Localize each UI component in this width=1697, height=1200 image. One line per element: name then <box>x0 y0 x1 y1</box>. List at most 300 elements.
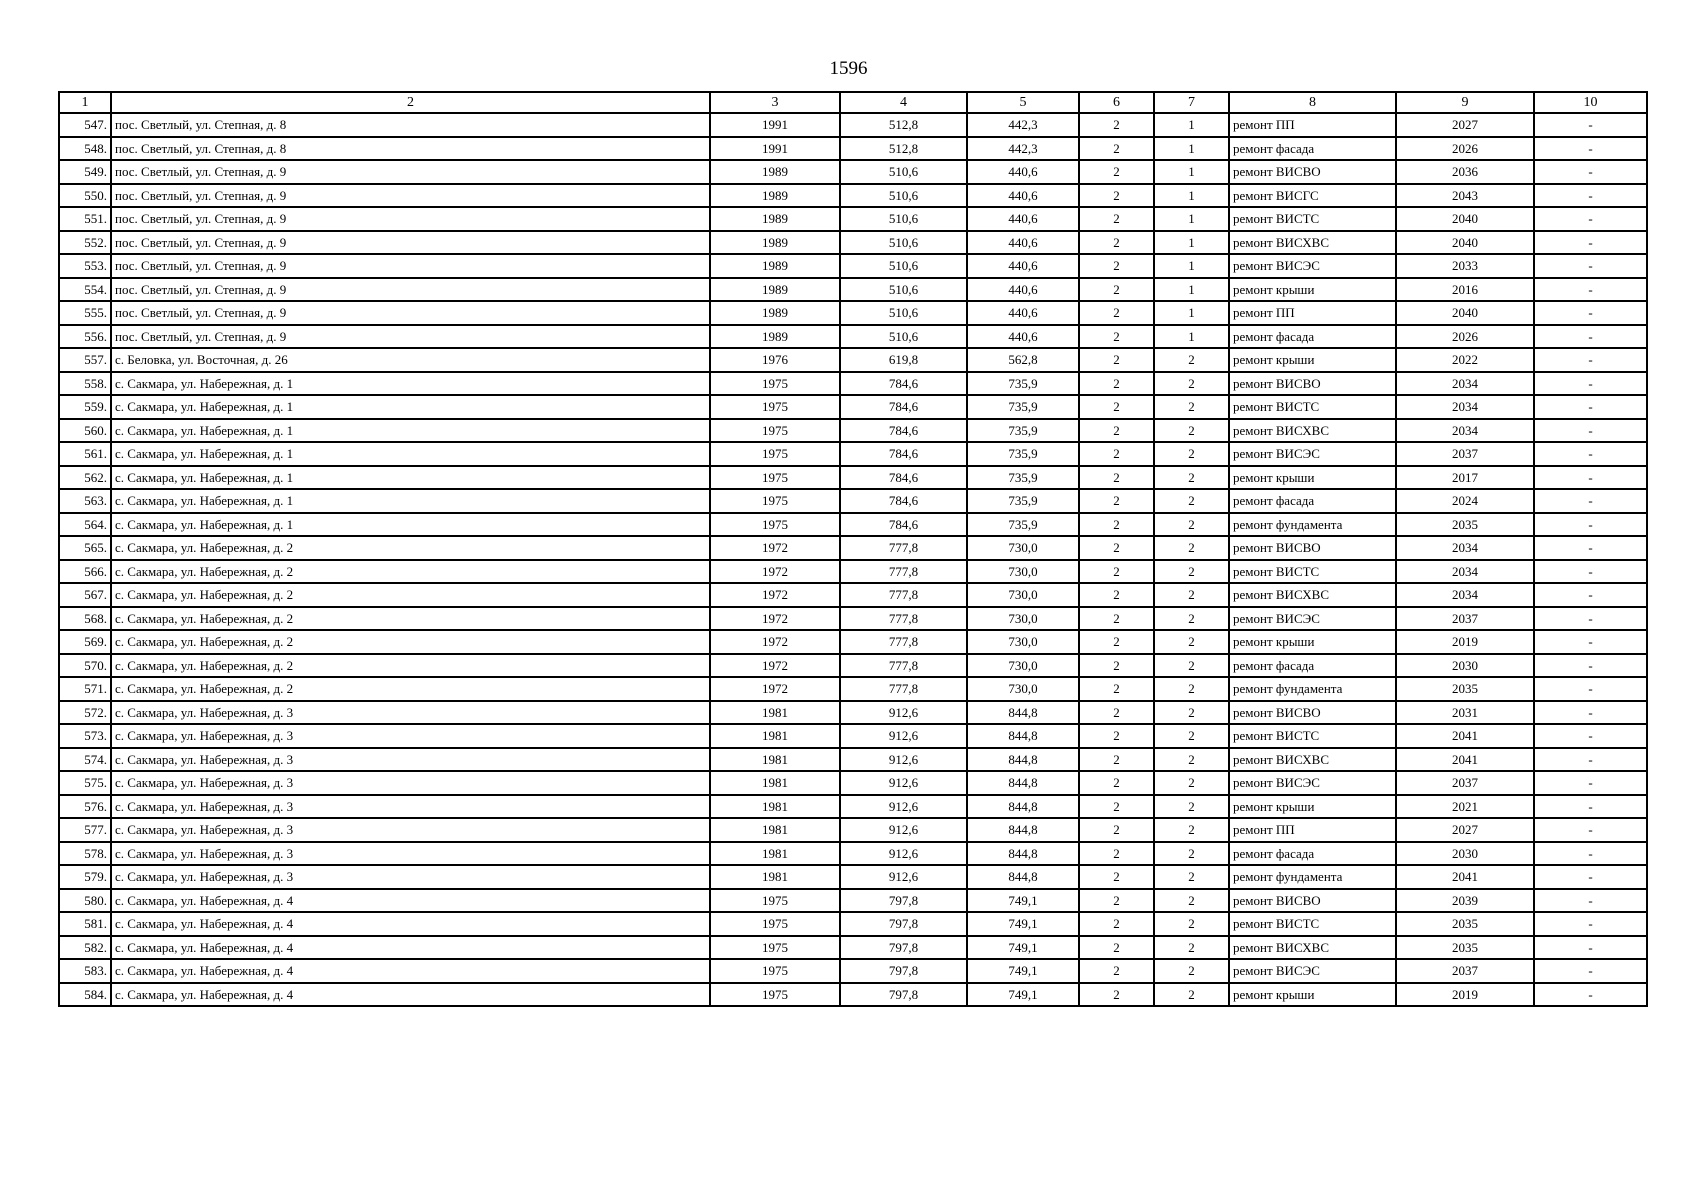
cell-total-area: 797,8 <box>840 983 967 1007</box>
cell-floors: 2 <box>1079 137 1154 161</box>
cell-address: с. Сакмара, ул. Набережная, д. 2 <box>111 630 710 654</box>
table-row <box>59 795 1647 819</box>
cell-entrances: 1 <box>1154 184 1229 208</box>
cell-work-type: ремонт ВИСХВС <box>1229 231 1396 255</box>
column-header: 2 <box>111 92 710 113</box>
table-row <box>59 325 1647 349</box>
cell-row-number: 569. <box>59 630 111 654</box>
cell-row-number: 582. <box>59 936 111 960</box>
cell-year-built: 1989 <box>710 278 840 302</box>
cell-floors: 2 <box>1079 442 1154 466</box>
cell-address: с. Сакмара, ул. Набережная, д. 1 <box>111 372 710 396</box>
cell-entrances: 1 <box>1154 160 1229 184</box>
cell-total-area: 797,8 <box>840 889 967 913</box>
cell-total-area: 912,6 <box>840 842 967 866</box>
cell-work-type: ремонт ВИСТС <box>1229 395 1396 419</box>
cell-work-type: ремонт ВИСХВС <box>1229 748 1396 772</box>
cell-floors: 2 <box>1079 207 1154 231</box>
cell-note: - <box>1534 842 1647 866</box>
cell-floors: 2 <box>1079 560 1154 584</box>
cell-floors: 2 <box>1079 607 1154 631</box>
cell-floors: 2 <box>1079 889 1154 913</box>
cell-work-type: ремонт ПП <box>1229 301 1396 325</box>
column-header: 4 <box>840 92 967 113</box>
table-row <box>59 607 1647 631</box>
cell-total-area: 777,8 <box>840 607 967 631</box>
cell-year-built: 1981 <box>710 701 840 725</box>
cell-total-area: 619,8 <box>840 348 967 372</box>
cell-living-area: 440,6 <box>967 278 1079 302</box>
cell-address: с. Беловка, ул. Восточная, д. 26 <box>111 348 710 372</box>
cell-row-number: 579. <box>59 865 111 889</box>
table-row <box>59 536 1647 560</box>
cell-planned-year: 2037 <box>1396 442 1534 466</box>
cell-entrances: 2 <box>1154 677 1229 701</box>
table-row <box>59 677 1647 701</box>
cell-total-area: 912,6 <box>840 795 967 819</box>
cell-entrances: 2 <box>1154 959 1229 983</box>
cell-row-number: 573. <box>59 724 111 748</box>
cell-total-area: 912,6 <box>840 701 967 725</box>
cell-work-type: ремонт ВИСХВС <box>1229 936 1396 960</box>
cell-work-type: ремонт ВИСТС <box>1229 207 1396 231</box>
cell-year-built: 1989 <box>710 231 840 255</box>
page-number: 1596 <box>829 58 868 79</box>
cell-living-area: 442,3 <box>967 137 1079 161</box>
cell-entrances: 2 <box>1154 701 1229 725</box>
table-row <box>59 348 1647 372</box>
cell-floors: 2 <box>1079 348 1154 372</box>
table-row <box>59 630 1647 654</box>
cell-note: - <box>1534 184 1647 208</box>
cell-entrances: 2 <box>1154 583 1229 607</box>
cell-year-built: 1981 <box>710 748 840 772</box>
cell-row-number: 583. <box>59 959 111 983</box>
table-row <box>59 818 1647 842</box>
cell-address: с. Сакмара, ул. Набережная, д. 1 <box>111 466 710 490</box>
cell-note: - <box>1534 113 1647 137</box>
cell-address: пос. Светлый, ул. Степная, д. 9 <box>111 278 710 302</box>
cell-work-type: ремонт крыши <box>1229 983 1396 1007</box>
cell-total-area: 777,8 <box>840 677 967 701</box>
cell-row-number: 577. <box>59 818 111 842</box>
cell-note: - <box>1534 583 1647 607</box>
cell-floors: 2 <box>1079 184 1154 208</box>
cell-entrances: 2 <box>1154 818 1229 842</box>
cell-planned-year: 2035 <box>1396 912 1534 936</box>
cell-planned-year: 2022 <box>1396 348 1534 372</box>
cell-living-area: 735,9 <box>967 372 1079 396</box>
cell-row-number: 551. <box>59 207 111 231</box>
cell-year-built: 1989 <box>710 160 840 184</box>
cell-planned-year: 2024 <box>1396 489 1534 513</box>
cell-note: - <box>1534 372 1647 396</box>
cell-living-area: 440,6 <box>967 207 1079 231</box>
cell-total-area: 777,8 <box>840 536 967 560</box>
cell-address: с. Сакмара, ул. Набережная, д. 2 <box>111 654 710 678</box>
cell-total-area: 784,6 <box>840 419 967 443</box>
table-row <box>59 184 1647 208</box>
cell-work-type: ремонт ВИСТС <box>1229 912 1396 936</box>
cell-floors: 2 <box>1079 466 1154 490</box>
table-row <box>59 724 1647 748</box>
cell-total-area: 777,8 <box>840 560 967 584</box>
cell-row-number: 570. <box>59 654 111 678</box>
table-row <box>59 113 1647 137</box>
cell-total-area: 510,6 <box>840 278 967 302</box>
cell-work-type: ремонт ВИСВО <box>1229 701 1396 725</box>
cell-living-area: 440,6 <box>967 301 1079 325</box>
cell-floors: 2 <box>1079 372 1154 396</box>
cell-entrances: 2 <box>1154 748 1229 772</box>
cell-floors: 2 <box>1079 513 1154 537</box>
cell-year-built: 1975 <box>710 466 840 490</box>
cell-work-type: ремонт ВИСВО <box>1229 160 1396 184</box>
table-row <box>59 301 1647 325</box>
cell-row-number: 580. <box>59 889 111 913</box>
cell-row-number: 558. <box>59 372 111 396</box>
cell-total-area: 797,8 <box>840 936 967 960</box>
cell-note: - <box>1534 419 1647 443</box>
cell-planned-year: 2027 <box>1396 113 1534 137</box>
table-row <box>59 959 1647 983</box>
cell-address: пос. Светлый, ул. Степная, д. 9 <box>111 207 710 231</box>
cell-year-built: 1981 <box>710 795 840 819</box>
cell-note: - <box>1534 936 1647 960</box>
cell-year-built: 1975 <box>710 489 840 513</box>
cell-note: - <box>1534 301 1647 325</box>
cell-total-area: 784,6 <box>840 466 967 490</box>
cell-total-area: 777,8 <box>840 654 967 678</box>
cell-work-type: ремонт ВИСТС <box>1229 724 1396 748</box>
cell-floors: 2 <box>1079 583 1154 607</box>
cell-entrances: 1 <box>1154 207 1229 231</box>
cell-total-area: 912,6 <box>840 771 967 795</box>
table-row <box>59 466 1647 490</box>
cell-work-type: ремонт ВИСХВС <box>1229 583 1396 607</box>
column-header: 6 <box>1079 92 1154 113</box>
cell-note: - <box>1534 325 1647 349</box>
table-row <box>59 489 1647 513</box>
cell-note: - <box>1534 348 1647 372</box>
cell-entrances: 1 <box>1154 254 1229 278</box>
cell-entrances: 1 <box>1154 113 1229 137</box>
cell-total-area: 510,6 <box>840 231 967 255</box>
column-header: 9 <box>1396 92 1534 113</box>
cell-total-area: 510,6 <box>840 301 967 325</box>
cell-note: - <box>1534 207 1647 231</box>
cell-entrances: 2 <box>1154 513 1229 537</box>
cell-floors: 2 <box>1079 959 1154 983</box>
cell-row-number: 575. <box>59 771 111 795</box>
cell-row-number: 552. <box>59 231 111 255</box>
cell-total-area: 510,6 <box>840 325 967 349</box>
cell-address: с. Сакмара, ул. Набережная, д. 3 <box>111 795 710 819</box>
cell-row-number: 566. <box>59 560 111 584</box>
cell-entrances: 2 <box>1154 489 1229 513</box>
cell-entrances: 2 <box>1154 536 1229 560</box>
cell-floors: 2 <box>1079 677 1154 701</box>
cell-row-number: 564. <box>59 513 111 537</box>
cell-work-type: ремонт ВИСВО <box>1229 372 1396 396</box>
cell-planned-year: 2041 <box>1396 724 1534 748</box>
table-row <box>59 137 1647 161</box>
cell-planned-year: 2035 <box>1396 513 1534 537</box>
cell-year-built: 1989 <box>710 301 840 325</box>
cell-row-number: 548. <box>59 137 111 161</box>
cell-year-built: 1975 <box>710 959 840 983</box>
cell-note: - <box>1534 513 1647 537</box>
cell-note: - <box>1534 254 1647 278</box>
table-row <box>59 372 1647 396</box>
cell-work-type: ремонт фасада <box>1229 489 1396 513</box>
cell-address: пос. Светлый, ул. Степная, д. 8 <box>111 137 710 161</box>
cell-address: с. Сакмара, ул. Набережная, д. 1 <box>111 419 710 443</box>
cell-row-number: 584. <box>59 983 111 1007</box>
cell-planned-year: 2019 <box>1396 983 1534 1007</box>
cell-address: пос. Светлый, ул. Степная, д. 9 <box>111 231 710 255</box>
cell-total-area: 784,6 <box>840 372 967 396</box>
cell-address: с. Сакмара, ул. Набережная, д. 3 <box>111 842 710 866</box>
cell-row-number: 557. <box>59 348 111 372</box>
cell-floors: 2 <box>1079 818 1154 842</box>
cell-planned-year: 2017 <box>1396 466 1534 490</box>
cell-address: с. Сакмара, ул. Набережная, д. 2 <box>111 677 710 701</box>
cell-year-built: 1981 <box>710 724 840 748</box>
cell-year-built: 1975 <box>710 513 840 537</box>
cell-year-built: 1989 <box>710 325 840 349</box>
cell-address: пос. Светлый, ул. Степная, д. 8 <box>111 113 710 137</box>
cell-row-number: 561. <box>59 442 111 466</box>
cell-address: с. Сакмара, ул. Набережная, д. 2 <box>111 583 710 607</box>
cell-year-built: 1972 <box>710 677 840 701</box>
cell-living-area: 844,8 <box>967 795 1079 819</box>
cell-living-area: 844,8 <box>967 842 1079 866</box>
cell-note: - <box>1534 865 1647 889</box>
cell-living-area: 440,6 <box>967 325 1079 349</box>
cell-row-number: 562. <box>59 466 111 490</box>
cell-address: с. Сакмара, ул. Набережная, д. 1 <box>111 395 710 419</box>
cell-living-area: 735,9 <box>967 466 1079 490</box>
cell-row-number: 547. <box>59 113 111 137</box>
cell-year-built: 1991 <box>710 113 840 137</box>
cell-floors: 2 <box>1079 113 1154 137</box>
cell-entrances: 2 <box>1154 348 1229 372</box>
cell-address: пос. Светлый, ул. Степная, д. 9 <box>111 160 710 184</box>
cell-planned-year: 2034 <box>1396 395 1534 419</box>
cell-year-built: 1972 <box>710 536 840 560</box>
cell-year-built: 1972 <box>710 630 840 654</box>
cell-entrances: 2 <box>1154 466 1229 490</box>
cell-year-built: 1972 <box>710 654 840 678</box>
cell-work-type: ремонт фундамента <box>1229 865 1396 889</box>
cell-work-type: ремонт ВИСЭС <box>1229 442 1396 466</box>
cell-year-built: 1975 <box>710 395 840 419</box>
cell-living-area: 730,0 <box>967 536 1079 560</box>
cell-address: пос. Светлый, ул. Степная, д. 9 <box>111 184 710 208</box>
cell-note: - <box>1534 395 1647 419</box>
cell-row-number: 571. <box>59 677 111 701</box>
cell-living-area: 749,1 <box>967 912 1079 936</box>
table-row <box>59 442 1647 466</box>
cell-floors: 2 <box>1079 254 1154 278</box>
cell-work-type: ремонт ВИСТС <box>1229 560 1396 584</box>
cell-entrances: 2 <box>1154 983 1229 1007</box>
cell-work-type: ремонт крыши <box>1229 348 1396 372</box>
cell-living-area: 749,1 <box>967 936 1079 960</box>
cell-work-type: ремонт фасада <box>1229 842 1396 866</box>
cell-note: - <box>1534 160 1647 184</box>
cell-floors: 2 <box>1079 912 1154 936</box>
cell-year-built: 1972 <box>710 607 840 631</box>
cell-planned-year: 2041 <box>1396 748 1534 772</box>
cell-entrances: 1 <box>1154 137 1229 161</box>
table-row <box>59 419 1647 443</box>
cell-work-type: ремонт крыши <box>1229 630 1396 654</box>
cell-planned-year: 2037 <box>1396 607 1534 631</box>
column-header: 8 <box>1229 92 1396 113</box>
cell-address: с. Сакмара, ул. Набережная, д. 4 <box>111 889 710 913</box>
cell-year-built: 1989 <box>710 184 840 208</box>
cell-planned-year: 2026 <box>1396 137 1534 161</box>
cell-work-type: ремонт ВИСЭС <box>1229 607 1396 631</box>
cell-note: - <box>1534 231 1647 255</box>
cell-living-area: 844,8 <box>967 865 1079 889</box>
cell-planned-year: 2036 <box>1396 160 1534 184</box>
table-row <box>59 936 1647 960</box>
cell-total-area: 512,8 <box>840 113 967 137</box>
table-row <box>59 254 1647 278</box>
cell-work-type: ремонт крыши <box>1229 278 1396 302</box>
cell-planned-year: 2037 <box>1396 959 1534 983</box>
cell-floors: 2 <box>1079 160 1154 184</box>
cell-note: - <box>1534 724 1647 748</box>
column-header: 5 <box>967 92 1079 113</box>
cell-note: - <box>1534 677 1647 701</box>
cell-living-area: 844,8 <box>967 748 1079 772</box>
cell-planned-year: 2034 <box>1396 372 1534 396</box>
cell-year-built: 1972 <box>710 560 840 584</box>
cell-living-area: 440,6 <box>967 231 1079 255</box>
cell-note: - <box>1534 795 1647 819</box>
cell-planned-year: 2034 <box>1396 560 1534 584</box>
cell-floors: 2 <box>1079 842 1154 866</box>
cell-year-built: 1976 <box>710 348 840 372</box>
cell-total-area: 784,6 <box>840 513 967 537</box>
cell-floors: 2 <box>1079 771 1154 795</box>
cell-entrances: 2 <box>1154 889 1229 913</box>
cell-total-area: 912,6 <box>840 818 967 842</box>
cell-row-number: 563. <box>59 489 111 513</box>
cell-note: - <box>1534 278 1647 302</box>
cell-address: с. Сакмара, ул. Набережная, д. 4 <box>111 983 710 1007</box>
cell-row-number: 565. <box>59 536 111 560</box>
cell-year-built: 1975 <box>710 912 840 936</box>
cell-living-area: 844,8 <box>967 818 1079 842</box>
cell-entrances: 2 <box>1154 442 1229 466</box>
cell-floors: 2 <box>1079 301 1154 325</box>
cell-year-built: 1975 <box>710 889 840 913</box>
table-row <box>59 842 1647 866</box>
cell-work-type: ремонт фасада <box>1229 137 1396 161</box>
cell-floors: 2 <box>1079 536 1154 560</box>
cell-living-area: 735,9 <box>967 513 1079 537</box>
table-row <box>59 583 1647 607</box>
cell-total-area: 784,6 <box>840 442 967 466</box>
cell-living-area: 749,1 <box>967 959 1079 983</box>
cell-total-area: 777,8 <box>840 630 967 654</box>
cell-planned-year: 2040 <box>1396 207 1534 231</box>
table-row <box>59 160 1647 184</box>
cell-year-built: 1975 <box>710 936 840 960</box>
cell-address: пос. Светлый, ул. Степная, д. 9 <box>111 301 710 325</box>
cell-total-area: 510,6 <box>840 160 967 184</box>
table-row <box>59 748 1647 772</box>
cell-floors: 2 <box>1079 865 1154 889</box>
cell-note: - <box>1534 137 1647 161</box>
cell-total-area: 797,8 <box>840 959 967 983</box>
data-table <box>58 91 1648 1007</box>
cell-floors: 2 <box>1079 630 1154 654</box>
cell-address: с. Сакмара, ул. Набережная, д. 3 <box>111 724 710 748</box>
cell-year-built: 1989 <box>710 207 840 231</box>
cell-planned-year: 2040 <box>1396 301 1534 325</box>
cell-work-type: ремонт ПП <box>1229 113 1396 137</box>
cell-entrances: 2 <box>1154 630 1229 654</box>
cell-living-area: 730,0 <box>967 677 1079 701</box>
table-row <box>59 278 1647 302</box>
cell-total-area: 912,6 <box>840 724 967 748</box>
cell-row-number: 576. <box>59 795 111 819</box>
cell-year-built: 1981 <box>710 771 840 795</box>
table-row <box>59 889 1647 913</box>
cell-year-built: 1975 <box>710 372 840 396</box>
cell-note: - <box>1534 748 1647 772</box>
cell-note: - <box>1534 701 1647 725</box>
cell-entrances: 2 <box>1154 560 1229 584</box>
cell-row-number: 568. <box>59 607 111 631</box>
cell-year-built: 1981 <box>710 842 840 866</box>
cell-living-area: 440,6 <box>967 254 1079 278</box>
table-row <box>59 513 1647 537</box>
cell-entrances: 2 <box>1154 842 1229 866</box>
table-row <box>59 701 1647 725</box>
cell-address: с. Сакмара, ул. Набережная, д. 3 <box>111 771 710 795</box>
cell-entrances: 1 <box>1154 231 1229 255</box>
cell-note: - <box>1534 771 1647 795</box>
cell-work-type: ремонт крыши <box>1229 466 1396 490</box>
cell-row-number: 554. <box>59 278 111 302</box>
cell-note: - <box>1534 818 1647 842</box>
cell-living-area: 440,6 <box>967 184 1079 208</box>
cell-planned-year: 2033 <box>1396 254 1534 278</box>
cell-entrances: 2 <box>1154 419 1229 443</box>
table-row <box>59 912 1647 936</box>
cell-row-number: 559. <box>59 395 111 419</box>
column-header: 3 <box>710 92 840 113</box>
table-row <box>59 395 1647 419</box>
cell-floors: 2 <box>1079 325 1154 349</box>
cell-row-number: 578. <box>59 842 111 866</box>
cell-address: с. Сакмара, ул. Набережная, д. 4 <box>111 936 710 960</box>
cell-note: - <box>1534 630 1647 654</box>
cell-address: пос. Светлый, ул. Степная, д. 9 <box>111 254 710 278</box>
column-header: 10 <box>1534 92 1647 113</box>
cell-planned-year: 2034 <box>1396 583 1534 607</box>
cell-entrances: 2 <box>1154 936 1229 960</box>
cell-note: - <box>1534 560 1647 584</box>
cell-year-built: 1975 <box>710 442 840 466</box>
